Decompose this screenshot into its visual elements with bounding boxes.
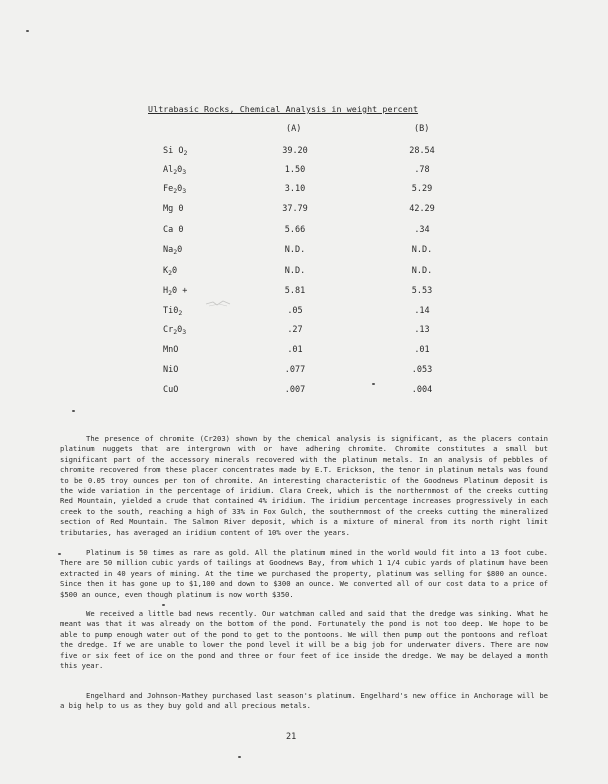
value-a: 5.66 [284,225,306,235]
value-a: 5.81 [284,286,306,296]
compound-label: $Fe_20_3$ [163,184,187,195]
smudge-mark [205,299,231,307]
value-a: 1.50 [284,165,306,175]
table-row [0,225,608,245]
value-a: N.D. [284,245,306,255]
scan-speck [72,410,75,412]
table-row [0,385,608,405]
value-a: .077 [284,365,306,375]
compound-label: Ca 0 [163,225,184,235]
value-b: N.D. [411,266,433,276]
value-b: .34 [414,225,430,235]
value-b: 5.53 [411,286,433,296]
scan-speck [26,30,29,32]
compound-label: Mg 0 [163,204,184,214]
value-a: 37.79 [282,204,308,214]
paragraph-dredge-news: We received a little bad news recently. Our watchman called and said that the dredge was sinking. What he meant was that it was already on the bottom of the pond. Fortunately the pond is not too deep. We hope to be able to pump enough water out of the pond to get to the pontoons. We will then pump out the pontoons and refloat the dredge. If we are unable to lower the pond level it will be a big job for underwater divers. There are now five or six feet of ice on the pond and three or four feet of ice inside the dredge. We may be delayed a month this year. [60,609,548,671]
compound-label: $Cr_20_3$ [163,325,187,336]
scan-speck [58,553,61,555]
table-row [0,245,608,265]
value-a: 39.20 [282,146,308,156]
value-a: 3.10 [284,184,306,194]
compound-label: $Ti0_2$ [163,306,183,317]
value-b: 42.29 [409,204,435,214]
table-row [0,306,608,326]
table-row [0,325,608,345]
table-row [0,345,608,365]
value-b: .004 [411,385,433,395]
column-header-b: (B) [414,124,430,134]
value-a: .01 [287,345,303,355]
paragraph-chromite: The presence of chromite (Cr203) shown by the chemical analysis is significant, as the placers contain platinum nuggets that are intergrown with or have adhering chromite. Chromite constitutes a small but significant part of the accessory minerals recovered with the platinum metals. In an analysis of pebbles of chromite recovered from these placer concentrates made by E.T. Erickson, the tenor in platinum metals was found to be 0.05 troy ounces per ton of chromite. An interesting characteristic of the Goodnews Platinum deposit is the wide variation in the percentage of iridium. Clara Creek, which is the northernmost of the creeks cutting Red Mountain, yielded a crude that contained 4% iridium. The iridium percentage increases progressively in each creek to the south, reaching a high of 33% in Fox Gulch, the southernmost of the creeks cutting the mineralized section of Red Mountain. The Salmon River deposit, which is a mixture of mineral from its north right limit tributaries, has averaged an iridium content of 10% over the years. [60,434,548,537]
value-b: .13 [414,325,430,335]
page-number: 21 [286,732,297,742]
value-b: 28.54 [409,146,435,156]
value-a: .05 [287,306,303,316]
value-b: .053 [411,365,433,375]
scan-speck [372,383,375,385]
compound-label: $Al_20_3$ [163,165,187,176]
table-row [0,165,608,185]
value-a: .27 [287,325,303,335]
compound-label: NiO [163,365,179,375]
table-row [0,266,608,286]
table-row [0,286,608,306]
value-a: N.D. [284,266,306,276]
compound-label: Si $O_2$ [163,146,188,157]
table-row [0,146,608,166]
value-b: N.D. [411,245,433,255]
compound-label: $H_20$ + [163,286,188,297]
value-a: .007 [284,385,306,395]
paragraph-buyers: Engelhard and Johnson-Mathey purchased last season's platinum. Engelhard's new office in Anchorage will be a big help to us as they buy gold and all precious metals. [60,691,548,711]
table-row [0,365,608,385]
compound-label: CuO [163,385,179,395]
value-b: .01 [414,345,430,355]
compound-label: $Na_20$ [163,245,183,256]
table-row [0,184,608,204]
scan-speck [238,756,241,758]
value-b: 5.29 [411,184,433,194]
table-title: Ultrabasic Rocks, Chemical Analysis in weight percent [148,104,419,114]
compound-label: $K_20$ [163,266,178,277]
scan-speck [162,604,165,606]
table-row [0,204,608,224]
compound-label: MnO [163,345,179,355]
value-b: .14 [414,306,430,316]
paragraph-platinum-rarity: Platinum is 50 times as rare as gold. All the platinum mined in the world would fit into a 13 foot cube. There are 50 million cubic yards of tailings at Goodnews Bay, from which 1 1/4 cubic yards of platinum have been extracted in 40 years of mining. At the time we purchased the property, platinum was selling for $800 an ounce. Since then it has gone up to $1,100 and down to $300 an ounce. We converted all of our cost data to a price of $500 an ounce, even though platinum is now worth $350. [60,548,548,599]
value-b: .78 [414,165,430,175]
column-header-a: (A) [286,124,302,134]
